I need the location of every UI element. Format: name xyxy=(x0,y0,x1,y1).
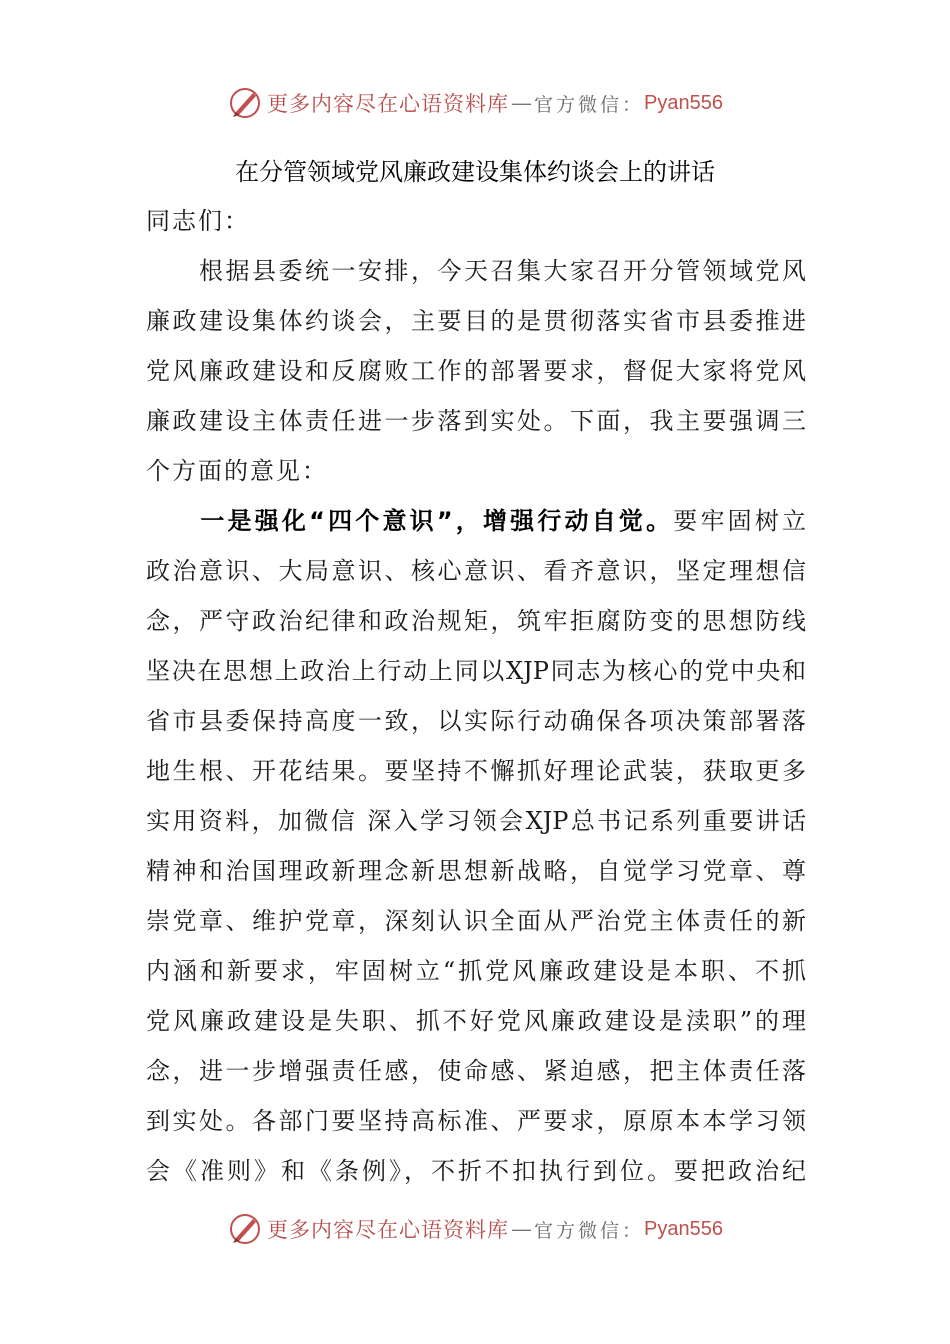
paragraph-line: 根据县委统一安排，今天召集大家召开分管领域党风 xyxy=(146,257,806,285)
paragraph-line: 崇党章、维护党章，深刻认识全面从严治党主体责任的新 xyxy=(146,907,806,935)
pen-logo-icon xyxy=(227,85,263,121)
watermark-main-text: 更多内容尽在心语资料库 xyxy=(267,92,509,116)
point-one-line xyxy=(146,496,806,546)
paragraph-line: 省市县委保持高度一致，以实际行动确保各项决策部署落 xyxy=(146,707,806,735)
watermark-sub-text: 官方微信： xyxy=(534,93,645,116)
paragraph-line: 到实处。各部门要坚持高标准、严要求，原原本本学习领 xyxy=(146,1107,806,1135)
watermark-banner-bottom xyxy=(0,1206,950,1252)
paragraph-line: 廉政建设集体约谈会，主要目的是贯彻落实省市县委推进 xyxy=(146,307,806,335)
paragraph-line: 念，进一步增强责任感，使命感、紧迫感，把主体责任落 xyxy=(146,1057,806,1085)
watermark-dash: — xyxy=(511,91,532,115)
paragraph-line: 内涵和新要求，牢固树立“抓党风廉政建设是本职、不抓 xyxy=(146,957,806,985)
point-one-tail: 要牢固树立 xyxy=(673,507,806,535)
paragraph-line: 实用资料，加微信 深入学习领会XJP总书记系列重要讲话 xyxy=(146,807,806,835)
watermark-wechat-id: Pyan556 xyxy=(644,91,723,114)
document-title: 在分管领域党风廉政建设集体约谈会上的讲话 xyxy=(235,158,715,186)
watermark-wechat-id: Pyan556 xyxy=(644,1217,723,1240)
paragraph-line: 会《准则》和《条例》，不折不扣执行到位。要把政治纪 xyxy=(146,1157,806,1185)
greeting: 同志们： xyxy=(146,207,250,235)
pen-logo-icon xyxy=(227,1211,263,1247)
watermark-main-text: 更多内容尽在心语资料库 xyxy=(267,1218,509,1242)
paragraph-line: 坚决在思想上政治上行动上同以XJP同志为核心的党中央和 xyxy=(146,657,806,685)
paragraph-line: 念，严守政治纪律和政治规矩，筑牢拒腐防变的思想防线 xyxy=(146,607,806,635)
paragraph-line: 个方面的意见： xyxy=(146,457,328,485)
watermark-sub-text: 官方微信： xyxy=(534,1219,645,1242)
paragraph-line: 党风廉政建设是失职、抓不好党风廉政建设是渎职”的理 xyxy=(146,1007,806,1035)
paragraph-line: 党风廉政建设和反腐败工作的部署要求，督促大家将党风 xyxy=(146,357,806,385)
watermark-dash: — xyxy=(511,1217,532,1241)
watermark-banner-top xyxy=(0,80,950,126)
paragraph-line: 政治意识、大局意识、核心意识、看齐意识，坚定理想信 xyxy=(146,557,806,585)
point-one-heading: 一是强化“四个意识”，增强行动自觉。 xyxy=(146,507,674,535)
paragraph-line: 廉政建设主体责任进一步落到实处。下面，我主要强调三 xyxy=(146,407,806,435)
paragraph-line: 地生根、开花结果。要坚持不懈抓好理论武装，获取更多 xyxy=(146,757,806,785)
paragraph-line: 精神和治国理政新理念新思想新战略，自觉学习党章、尊 xyxy=(146,857,806,885)
